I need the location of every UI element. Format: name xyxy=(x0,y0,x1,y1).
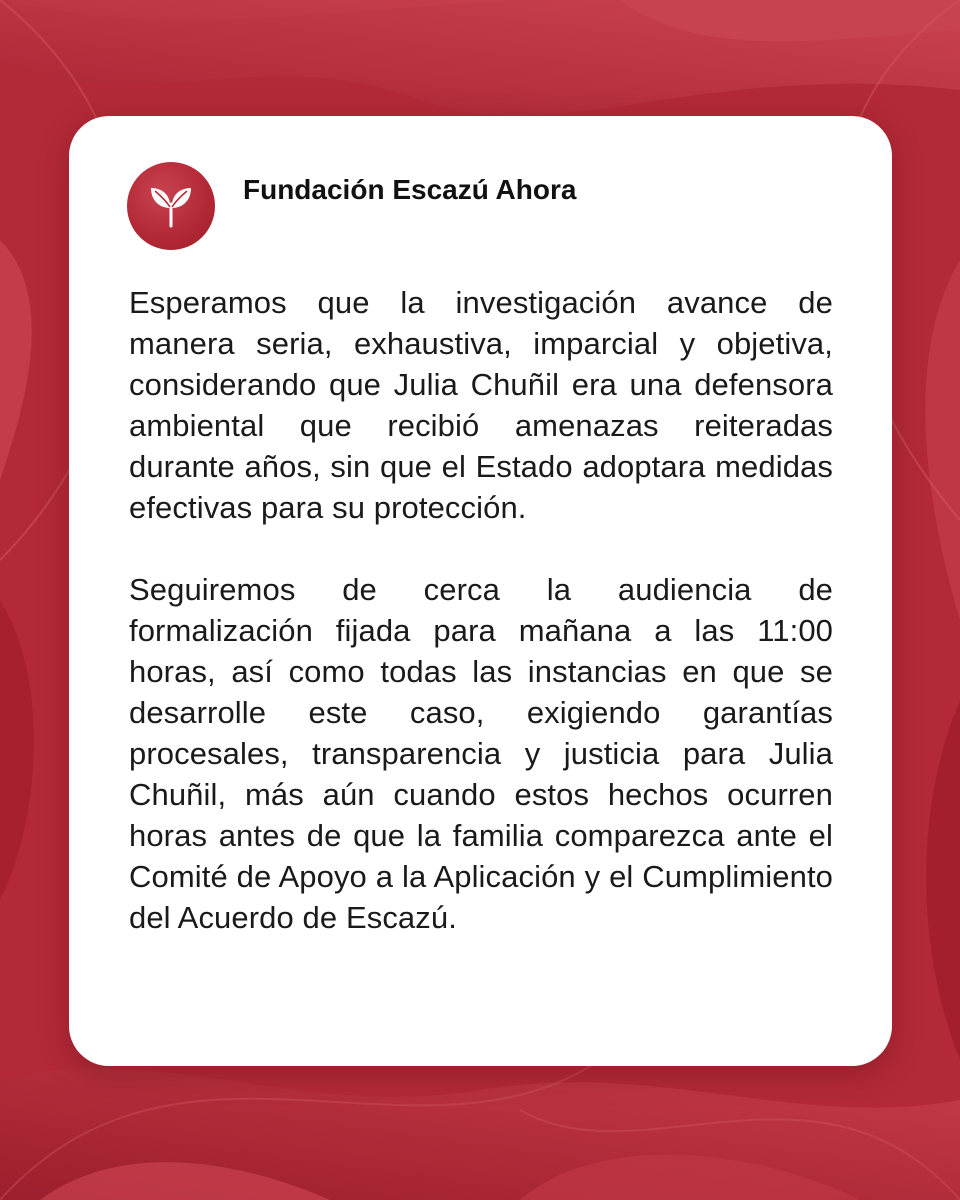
author-name: Fundación Escazú Ahora xyxy=(243,174,577,205)
paragraph: Esperamos que la investigación avance de manera seria, exhaustiva, imparcial y objetiva, considerando que Julia Chuñil era una defensora ambiental que recibió amenazas reiteradas durante años, sin que el Estado adoptara medidas efectivas para su protección. xyxy=(129,285,833,525)
post-body xyxy=(129,282,833,938)
avatar xyxy=(127,162,215,250)
paragraph: Seguiremos de cerca la audiencia de formalización fijada para mañana a las 11:00 horas, así como todas las instancias en que se desarrolle este caso, exigiendo garantías procesales, transparencia y justicia para Julia Chuñil, más aún cuando estos hechos ocurren horas antes de que la familia comparezca ante el Comité de Apoyo a la Aplicación y el Cumplimiento del Acuerdo de Escazú. xyxy=(129,572,833,935)
post-header xyxy=(127,162,576,250)
post-card xyxy=(69,116,892,1066)
leaf-sprout-icon xyxy=(143,178,199,234)
